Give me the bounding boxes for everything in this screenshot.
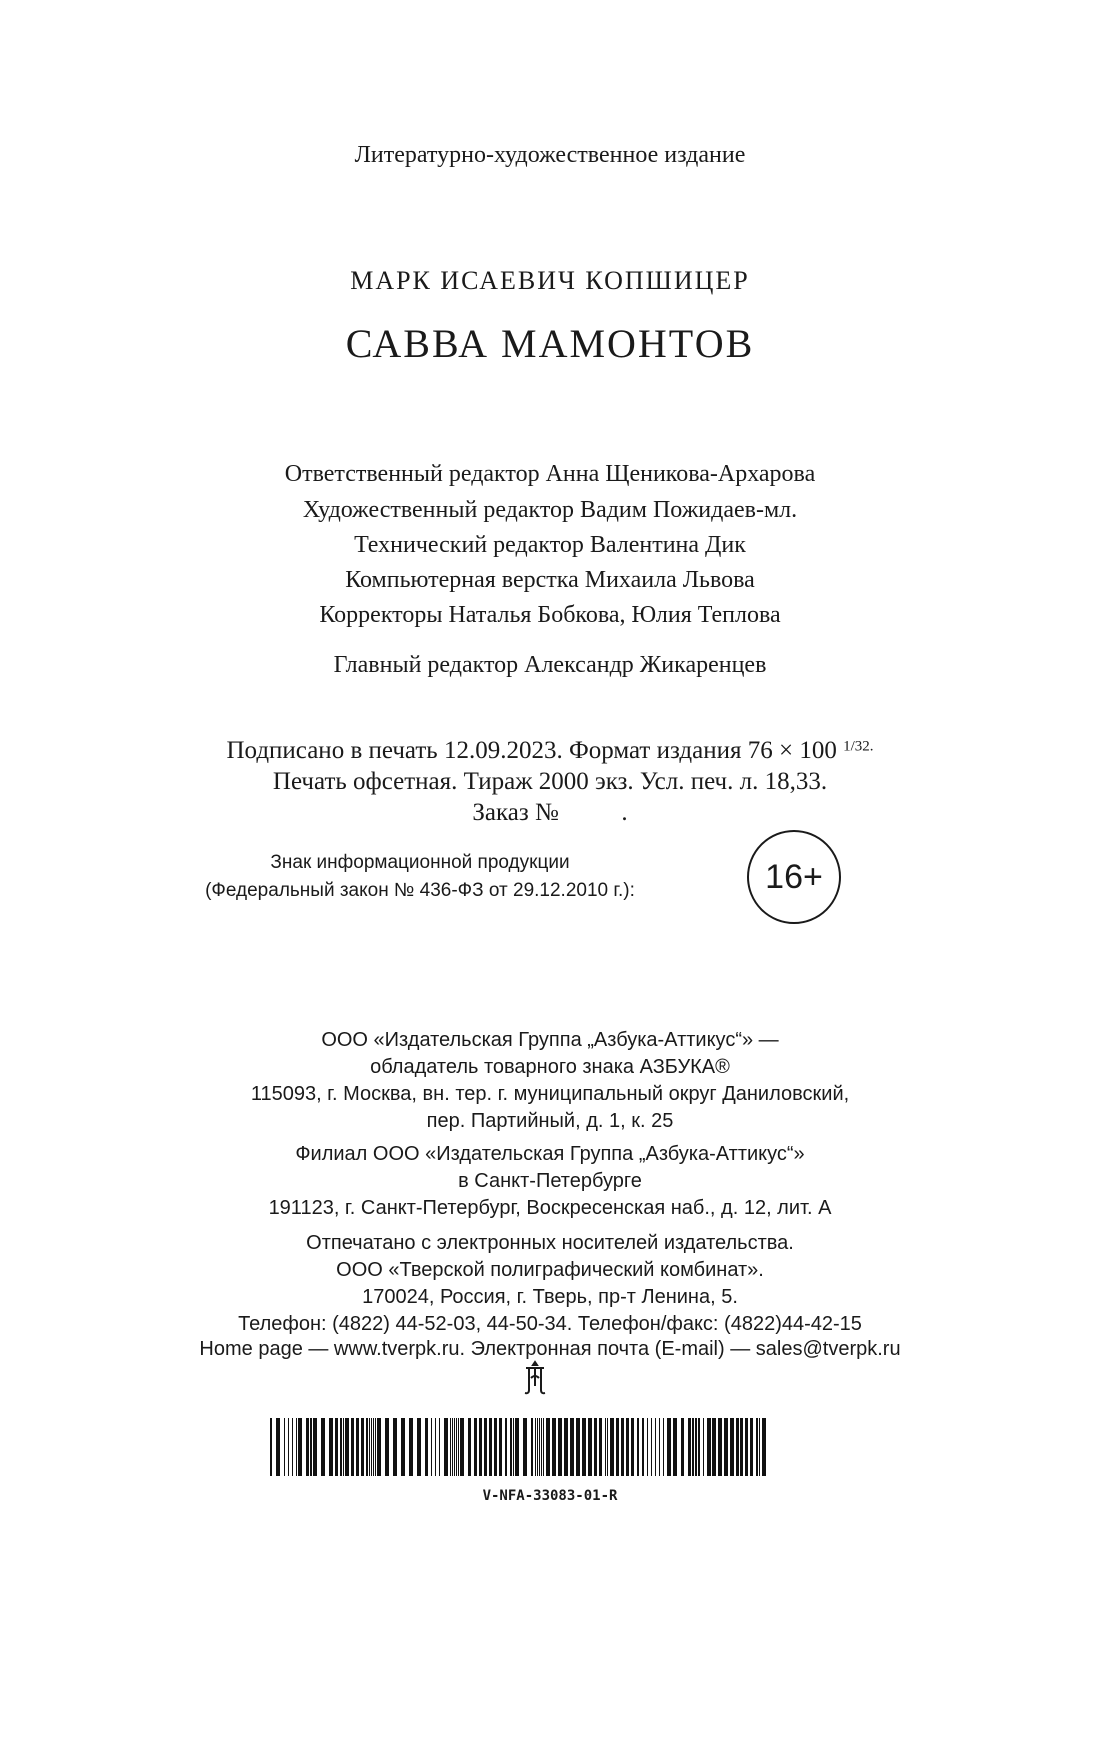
barcode-bar — [329, 1418, 333, 1476]
barcode-bar — [393, 1418, 397, 1476]
barcode-bar — [621, 1418, 624, 1476]
barcode-bar — [688, 1418, 691, 1476]
barcode-bar — [539, 1418, 540, 1476]
barcode-bar — [558, 1418, 562, 1476]
credit-line: Технический редактор Валентина Дик — [354, 532, 746, 558]
barcode-bar — [454, 1418, 455, 1476]
barcode-bar — [582, 1418, 586, 1476]
publisher-line: 115093, г. Москва, вн. тер. г. муниципальный округ Даниловский, — [250, 1083, 850, 1105]
barcode-bar — [718, 1418, 722, 1476]
barcode-bar — [494, 1418, 497, 1476]
print-info-line1 — [0, 738, 1100, 763]
barcode-bar — [667, 1418, 671, 1476]
barcode — [270, 1418, 770, 1476]
barcode-bar — [288, 1418, 289, 1476]
printer-line: Home page — www.tverpk.ru. Электронная почта (E-mail) — sales@tverpk.ru — [199, 1338, 901, 1360]
barcode-bar — [626, 1418, 629, 1476]
barcode-bar — [292, 1418, 293, 1476]
edition-type: Литературно-художественное издание — [354, 142, 746, 168]
barcode-bar — [762, 1418, 766, 1476]
barcode-bar — [631, 1418, 634, 1476]
barcode-bar — [284, 1418, 285, 1476]
age-mark-label: Знак информационной продукции — [270, 852, 570, 873]
print-info-text: Подписано в печать 12.09.2023. Формат издания 76 × 100 — [226, 737, 844, 764]
barcode-bar — [479, 1418, 482, 1476]
printer-line: Телефон: (4822) 44-52-03, 44-50-34. Телефон/факс: (4822)44-42-15 — [238, 1313, 862, 1335]
order-number: Заказ № . — [472, 799, 628, 826]
barcode-bar — [276, 1418, 280, 1476]
barcode-bar — [651, 1418, 652, 1476]
barcode-bar — [340, 1418, 342, 1476]
barcode-bar — [535, 1418, 536, 1476]
barcode-bar — [610, 1418, 614, 1476]
barcode-bar — [385, 1418, 389, 1476]
barcode-bar — [637, 1418, 639, 1476]
barcode-bar — [310, 1418, 312, 1476]
barcode-bar — [435, 1418, 436, 1476]
barcode-bar — [375, 1418, 376, 1476]
barcode-bar — [306, 1418, 309, 1476]
barcode-bar — [692, 1418, 694, 1476]
barcode-bar — [458, 1418, 459, 1476]
barcode-bar — [576, 1418, 580, 1476]
barcode-bar — [537, 1418, 538, 1476]
barcode-bar — [663, 1418, 664, 1476]
barcode-bar — [450, 1418, 451, 1476]
barcode-bar — [745, 1418, 748, 1476]
barcode-bar — [313, 1418, 317, 1476]
barcode-bar — [552, 1418, 556, 1476]
barcode-bar — [343, 1418, 344, 1476]
branch-line: Филиал ООО «Издательская Группа „Азбука-Аттикус“» — [295, 1143, 805, 1165]
barcode-bar — [730, 1418, 734, 1476]
barcode-bar — [599, 1418, 602, 1476]
barcode-bar — [523, 1418, 527, 1476]
barcode-bar — [759, 1418, 760, 1476]
branch-line: 191123, г. Санкт-Петербург, Воскресенская наб., д. 12, лит. А — [268, 1197, 832, 1219]
barcode-bar — [681, 1418, 684, 1476]
barcode-bar — [460, 1418, 464, 1476]
barcode-bar — [489, 1418, 492, 1476]
barcode-bar — [605, 1418, 606, 1476]
barcode-bar — [345, 1418, 349, 1476]
barcode-bar — [366, 1418, 368, 1476]
credit-line: Корректоры Наталья Бобкова, Юлия Теплова — [319, 602, 781, 628]
barcode-bar — [401, 1418, 405, 1476]
barcode-bar — [356, 1418, 359, 1476]
barcode-bar — [409, 1418, 413, 1476]
barcode-bar — [505, 1418, 507, 1476]
barcode-bar — [594, 1418, 597, 1476]
barcode-bar — [373, 1418, 374, 1476]
barcode-bar — [642, 1418, 644, 1476]
barcode-bar — [513, 1418, 514, 1476]
barcode-bar — [484, 1418, 487, 1476]
barcode-bar — [474, 1418, 477, 1476]
barcode-bar — [296, 1418, 297, 1476]
barcode-bar — [546, 1418, 550, 1476]
barcode-bar — [647, 1418, 648, 1476]
barcode-bar — [616, 1418, 619, 1476]
printer-line: 170024, Россия, г. Тверь, пр-т Ленина, 5. — [362, 1286, 738, 1308]
barcode-bar — [607, 1418, 608, 1476]
barcode-bar — [712, 1418, 716, 1476]
barcode-bar — [371, 1418, 372, 1476]
barcode-bar — [541, 1418, 542, 1476]
author-name: МАРК ИСАЕВИЧ КОПШИЦЕР — [350, 266, 750, 295]
barcode-bar — [425, 1418, 428, 1476]
barcode-bar — [377, 1418, 381, 1476]
printer-logo-icon — [520, 1360, 550, 1396]
age-rating-badge: 16+ — [747, 830, 841, 924]
barcode-bar — [452, 1418, 453, 1476]
barcode-bar — [707, 1418, 711, 1476]
publisher-line: ООО «Издательская Группа „Азбука-Аттикус“» — — [321, 1029, 779, 1051]
barcode-bar — [588, 1418, 592, 1476]
format-fraction: 1/32. — [843, 738, 874, 755]
printer-line: Отпечатано с электронных носителей издательства. — [306, 1232, 794, 1254]
age-mark-law: (Федеральный закон № 436-ФЗ от 29.12.2010 г.): — [205, 880, 635, 901]
printer-line: ООО «Тверской полиграфический комбинат». — [336, 1259, 764, 1281]
barcode-bar — [515, 1418, 519, 1476]
barcode-bar — [439, 1418, 440, 1476]
credit-line: Художественный редактор Вадим Пожидаев-мл. — [302, 497, 798, 523]
barcode-bar — [510, 1418, 512, 1476]
publisher-line: обладатель товарного знака АЗБУКА® — [370, 1056, 730, 1078]
barcode-bar — [468, 1418, 471, 1476]
branch-line: в Санкт-Петербурге — [458, 1170, 642, 1192]
barcode-bar — [369, 1418, 370, 1476]
barcode-bar — [543, 1418, 544, 1476]
barcode-bar — [321, 1418, 325, 1476]
barcode-bar — [564, 1418, 568, 1476]
barcode-bar — [703, 1418, 704, 1476]
barcode-bar — [417, 1418, 421, 1476]
barcode-text: V-NFA-33083-01-R — [482, 1488, 618, 1504]
barcode-bar — [655, 1418, 656, 1476]
barcode-bar — [740, 1418, 743, 1476]
barcode-bar — [750, 1418, 753, 1476]
barcode-bar — [659, 1418, 660, 1476]
chief-editor: Главный редактор Александр Жикаренцев — [333, 652, 767, 678]
barcode-bar — [444, 1418, 448, 1476]
barcode-bar — [531, 1418, 533, 1476]
barcode-bar — [351, 1418, 354, 1476]
barcode-bar — [695, 1418, 697, 1476]
barcode-bar — [270, 1418, 272, 1476]
barcode-bar — [570, 1418, 574, 1476]
barcode-bar — [456, 1418, 457, 1476]
barcode-bar — [698, 1418, 700, 1476]
book-title: САВВА МАМОНТОВ — [345, 321, 755, 366]
publisher-line: пер. Партийный, д. 1, к. 25 — [426, 1110, 674, 1132]
barcode-bar — [298, 1418, 302, 1476]
credit-line: Ответственный редактор Анна Щеникова-Архарова — [284, 461, 816, 487]
barcode-bar — [499, 1418, 502, 1476]
barcode-bar — [736, 1418, 739, 1476]
barcode-bar — [431, 1418, 432, 1476]
barcode-bar — [335, 1418, 338, 1476]
barcode-bar — [673, 1418, 677, 1476]
barcode-bar — [361, 1418, 364, 1476]
credit-line: Компьютерная верстка Михаила Львова — [345, 567, 755, 593]
barcode-bar — [756, 1418, 758, 1476]
barcode-bar — [724, 1418, 728, 1476]
print-info-line2: Печать офсетная. Тираж 2000 экз. Усл. печ. л. 18,33. — [272, 768, 828, 795]
